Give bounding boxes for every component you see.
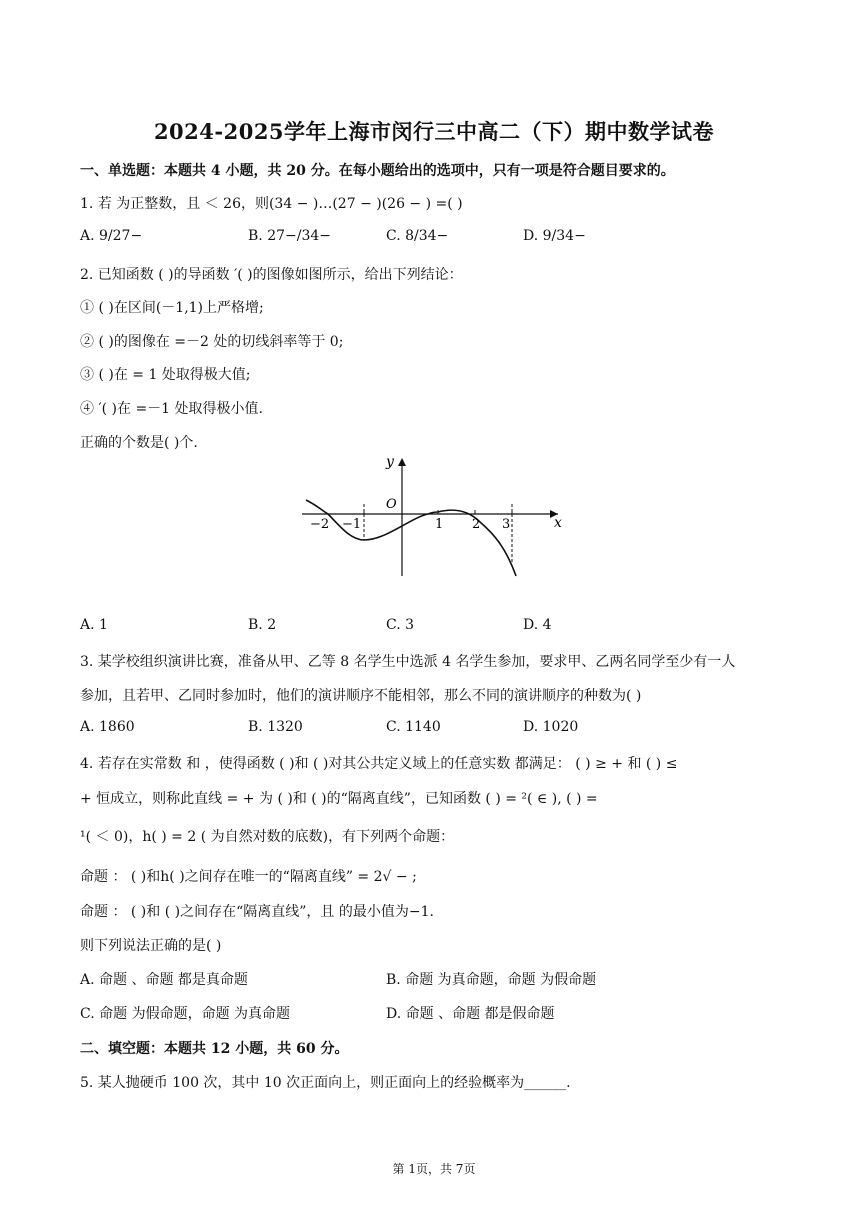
question-5-stem: 5. 某人抛硬币 100 次，其中 10 次正面向上，则正面向上的经验概率为______. bbox=[80, 1075, 571, 1091]
question-2-statement-4: ④ ′( )在 =－1 处取得极小值. bbox=[80, 401, 263, 417]
question-4-option-c: C. 命题 为假命题，命题 为真命题 bbox=[80, 1006, 291, 1022]
origin-label: O bbox=[386, 497, 397, 512]
tick-label-minus-1: −1 bbox=[342, 517, 362, 532]
x-axis-label: x bbox=[554, 515, 562, 531]
question-2-statement-2: ② ( )的图像在 =－2 处的切线斜率等于 0; bbox=[80, 334, 344, 350]
tick-label-2: 2 bbox=[472, 517, 481, 532]
tick-label-1: 1 bbox=[435, 517, 444, 532]
question-3-options bbox=[80, 719, 800, 739]
derivative-curve bbox=[306, 500, 516, 576]
question-3-option-b: B. 1320 bbox=[248, 719, 303, 735]
y-axis-arrow bbox=[398, 458, 406, 466]
question-4-option-a: A. 命题 、命题 都是真命题 bbox=[80, 972, 248, 988]
question-2-option-a: A. 1 bbox=[80, 617, 108, 633]
derivative-graph bbox=[296, 452, 572, 582]
page-footer: 第 1页，共 7页 bbox=[392, 1162, 476, 1176]
question-3-stem-line-1: 3. 某学校组织演讲比赛，准备从甲、乙等 8 名学生中选派 4 名学生参加，要求甲、乙两名同学至少有一人 bbox=[80, 654, 736, 670]
question-1-option-c: C. 8/34− bbox=[386, 228, 449, 244]
question-2-option-b: B. 2 bbox=[248, 617, 277, 633]
question-2-statement-1: ① ( )在区间(－1,1)上严格增; bbox=[80, 300, 264, 316]
question-3-option-d: D. 1020 bbox=[523, 719, 579, 735]
question-2-option-c: C. 3 bbox=[386, 617, 415, 633]
question-4-stem-line-2: + 恒成立，则称此直线 = + 为 ( )和 ( )的“隔离直线”，已知函数 ( ) = ²( ∈ ), ( ) = bbox=[80, 791, 598, 807]
question-3-option-a: A. 1860 bbox=[80, 719, 135, 735]
question-1-option-a: A. 9/27− bbox=[80, 228, 143, 244]
section-heading-fill-in: 二、填空题：本题共 12 小题，共 60 分。 bbox=[80, 1041, 349, 1057]
question-2-options bbox=[80, 617, 800, 637]
question-4-option-b: B. 命题 为真命题，命题 为假命题 bbox=[386, 972, 597, 988]
question-3-stem-line-2: 参加，且若甲、乙同时参加时，他们的演讲顺序不能相邻，那么不同的演讲顺序的种数为( ) bbox=[80, 688, 642, 704]
question-3-option-c: C. 1140 bbox=[386, 719, 441, 735]
question-4-proposition-p: 命题 ： ( )和h( )之间存在唯一的“隔离直线” = 2√ − ; bbox=[80, 869, 417, 885]
question-4-options-row-1 bbox=[80, 969, 800, 989]
question-4-option-d: D. 命题 、命题 都是假命题 bbox=[386, 1006, 555, 1022]
question-4-stem-line-1: 4. 若存在实常数 和 ，使得函数 ( )和 ( )对其公共定义域上的任意实数 都满足： ( ) ≥ + 和 ( ) ≤ bbox=[80, 756, 678, 772]
question-4-proposition-q: 命题 ： ( )和 ( )之间存在“隔离直线”，且 的最小值为−1. bbox=[80, 904, 434, 920]
question-2-option-d: D. 4 bbox=[523, 617, 552, 633]
question-1-stem: 1. 若 为正整数，且 ＜ 26，则(34 − )…(27 − )(26 − ) =( ) bbox=[80, 196, 463, 212]
question-4-options-row-2 bbox=[80, 1003, 800, 1023]
section-heading-single-choice: 一、单选题：本题共 4 小题，共 20 分。在每小题给出的选项中，只有一项是符合题目要求的。 bbox=[80, 163, 675, 179]
y-axis-label: y bbox=[386, 454, 394, 470]
question-2-stem: 2. 已知函数 ( )的导函数 ′( )的图像如图所示，给出下列结论： bbox=[80, 267, 463, 283]
question-1-option-b: B. 27−/34− bbox=[248, 228, 331, 244]
question-2-statement-3: ③ ( )在 = 1 处取得极大值; bbox=[80, 367, 251, 383]
question-1-option-d: D. 9/34− bbox=[523, 228, 586, 244]
question-4-stem-line-3: ¹( ＜ 0)，h( ) = 2 ( 为自然对数的底数)，有下列两个命题： bbox=[80, 829, 455, 845]
tick-label-minus-2: −2 bbox=[310, 517, 330, 532]
question-4-ask: 则下列说法正确的是( ) bbox=[80, 938, 222, 954]
question-1-options bbox=[80, 228, 800, 248]
tick-label-3: 3 bbox=[502, 517, 511, 532]
page-title: 2024-2025学年上海市闵行三中高二（下）期中数学试卷 bbox=[153, 119, 715, 144]
question-2-ask: 正确的个数是( )个. bbox=[80, 435, 198, 451]
